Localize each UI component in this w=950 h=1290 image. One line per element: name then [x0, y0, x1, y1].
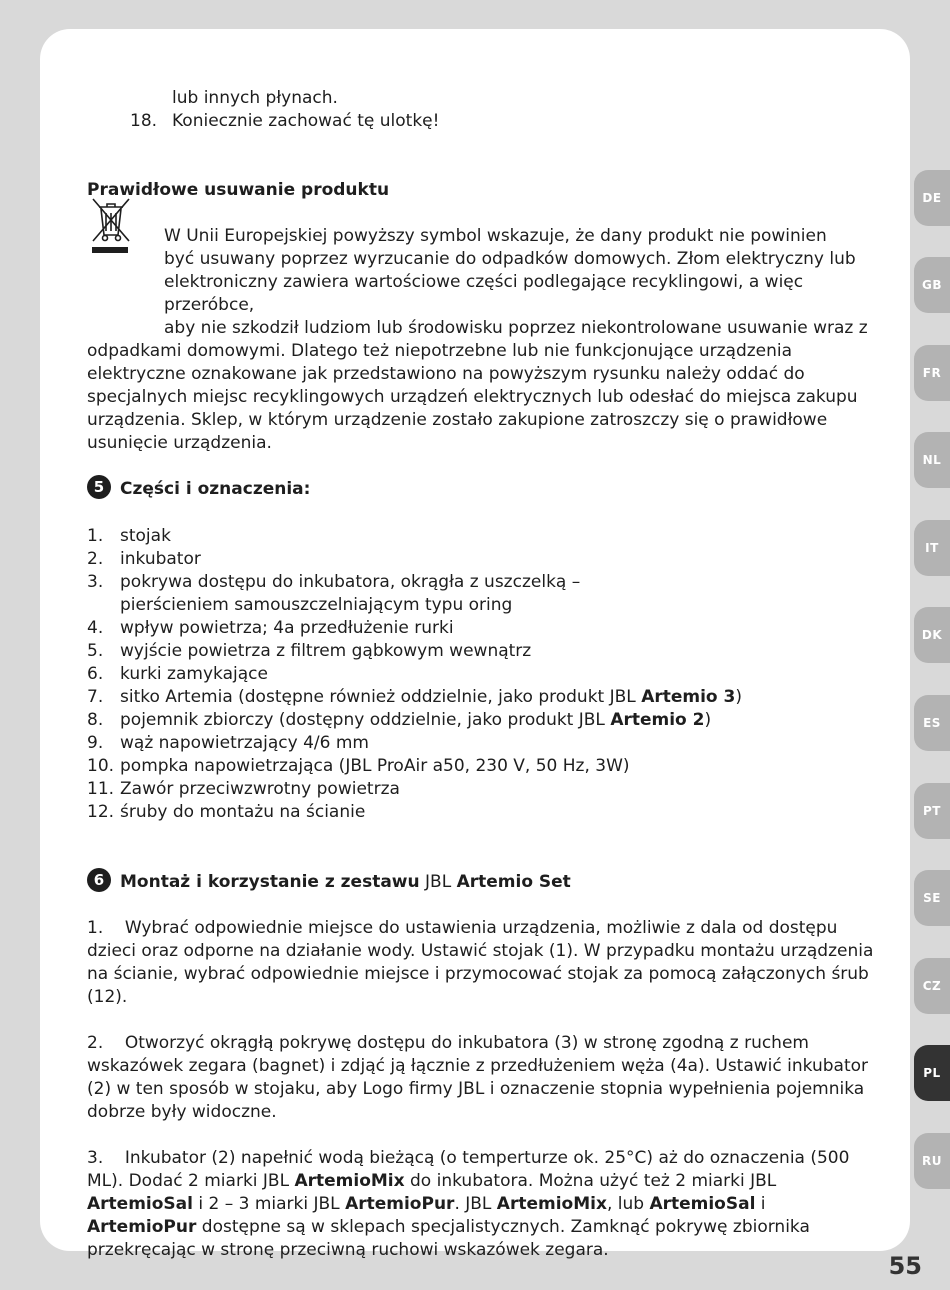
tab-de[interactable]: DE: [914, 170, 950, 226]
list-item: 1. stojak: [87, 526, 171, 546]
parts-list: [87, 525, 877, 824]
tab-cz[interactable]: CZ: [914, 958, 950, 1014]
list-item: 7. sitko Artemia (dostępne również oddzielnie, jako produkt JBL Artemio 3): [87, 687, 742, 707]
assembly-step-1: 1. Wybrać odpowiednie miejsce do ustawienia urządzenia, możliwie z dala od dostępu dzieci oraz odporne na działanie wody. Ustawić stojak (1). W przypadku montażu urządzenia na ścianie, wybrać odpowiednie miejsce i przymocować stojak za pomocą załączonych śrub (12).: [87, 918, 874, 1007]
section-number-badge: 6: [87, 868, 111, 892]
tab-gb[interactable]: GB: [914, 257, 950, 313]
tab-dk[interactable]: DK: [914, 607, 950, 663]
disposal-heading: Prawidłowe usuwanie produktu: [87, 180, 390, 200]
assembly-step-2: 2. Otworzyć okrągłą pokrywę dostępu do inkubatora (3) w stronę zgodną z ruchem wskazówek zegara (bagnet) i zdjąć ją łącznie z przedłużeniem węża (4a). Ustawić inkubator (2) w ten sposób w stojaku, aby Logo firmy JBL i oznaczenie stopnia wypełnienia pojemnika dobrze były widoczne.: [87, 1033, 869, 1122]
tab-it[interactable]: IT: [914, 520, 950, 576]
tab-es[interactable]: ES: [914, 695, 950, 751]
continued-text: lub innych płynach.: [172, 88, 338, 108]
list-item: 5. wyjście powietrza z filtrem gąbkowym wewnątrz: [87, 641, 532, 661]
list-item: 10. pompka napowietrzająca (JBL ProAir a50, 230 V, 50 Hz, 3W): [87, 756, 630, 776]
list-item: 8. pojemnik zbiorczy (dostępny oddzielnie, jako produkt JBL Artemio 2): [87, 710, 712, 730]
parts-heading: 5 Części i oznaczenia:: [87, 477, 877, 501]
list-item-18: 18. Koniecznie zachować tę ulotkę!: [130, 111, 440, 131]
assembly-step-3: 3. Inkubator (2) napełnić wodą bieżącą (o temperturze ok. 25°C) aż do oznaczenia (500 ML). Dodać 2 miarki JBL ArtemioMix do inkubatora. Można użyć też 2 miarki JBL ArtemioSal i 2 – 3 miarki JBL ArtemioPur. JBL ArtemioMix, lub ArtemioSal i ArtemioPur dostępne są w sklepach specjalistycznych. Zamknąć pokrywę zbiornika przekręcając w stronę przeciwną ruchowi wskazówek zegara.: [87, 1148, 850, 1260]
list-item: 4. wpływ powietrza; 4a przedłużenie rurki: [87, 618, 454, 638]
tab-pl[interactable]: PL: [914, 1045, 950, 1101]
tab-nl[interactable]: NL: [914, 432, 950, 488]
list-item: 9. wąż napowietrzający 4/6 mm: [87, 733, 369, 753]
assembly-heading: 6 Montaż i korzystanie z zestawu JBL Artemio Set: [87, 870, 877, 894]
list-item: 6. kurki zamykające: [87, 664, 268, 684]
list-item: 2. inkubator: [87, 549, 201, 569]
page-number: 55: [888, 1252, 922, 1280]
page-sheet: [40, 29, 910, 1260]
list-item: 12. śruby do montażu na ścianie: [87, 802, 366, 822]
tab-ru[interactable]: RU: [914, 1133, 950, 1189]
list-item: 11. Zawór przeciwzwrotny powietrza: [87, 779, 400, 799]
content: [87, 87, 877, 1262]
tab-pt[interactable]: PT: [914, 783, 950, 839]
tab-se[interactable]: SE: [914, 870, 950, 926]
disposal-text: W Unii Europejskiej powyższy symbol wskazuje, że dany produkt nie powinien być usuwany poprzez wyrzucanie do odpadków domowych. Złom elektryczny lub elektroniczny zawiera wartościowe części podlegające recyklingowi, a więc przeróbce, aby nie szkodził ludziom lub środowisku poprzez niekontrolowane usuwanie wraz z odpadkami domowymi. Dlatego też niepotrzebne lub nie funkcjonujące urządzenia elektryczne oznakowane jak przedstawiono na powyższym rysunku należy oddać do specjalnych miejsc recyklingowych urządzeń elektrycznych lub odesłać do miejsca zakupu urządzenia. Sklep, w którym urządzenie zostało zakupione zatroszczy się o prawidłowe usunięcie urządzenia.: [87, 226, 868, 453]
section-number-badge: 5: [87, 475, 111, 499]
list-item: 3. pokrywa dostępu do inkubatora, okrągła z uszczelką – pierścieniem samouszczelniającym typu oring: [87, 572, 581, 615]
tab-fr[interactable]: FR: [914, 345, 950, 401]
